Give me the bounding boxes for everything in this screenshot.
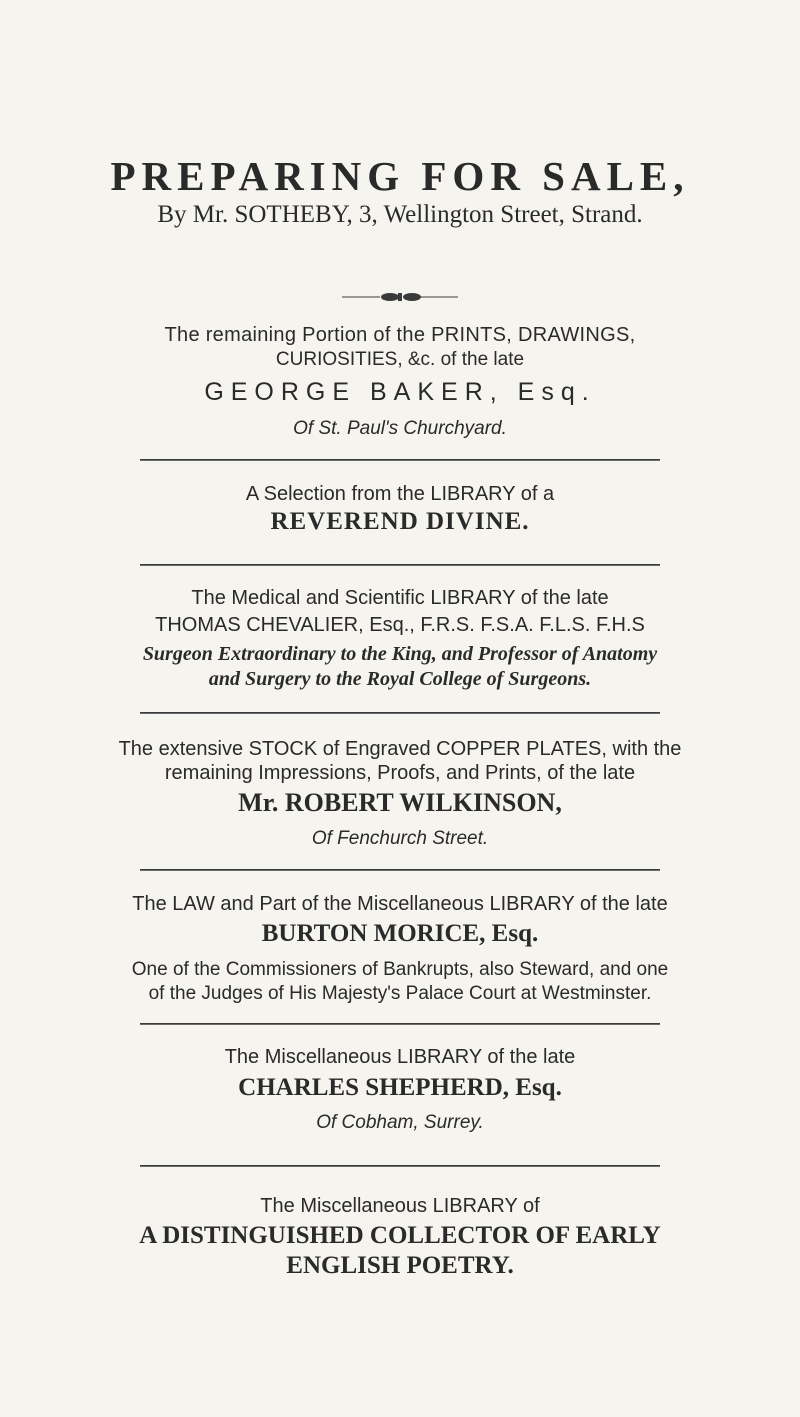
lot-4-line-2: remaining Impressions, Proofs, and Prints, of the late	[164, 762, 636, 784]
ornament-divider	[340, 290, 460, 304]
lot-3-name: THOMAS CHEVALIER, Esq., F.R.S. F.S.A. F.L.S. F.H.S	[155, 614, 645, 636]
divider-rule	[140, 712, 660, 714]
lot-5-desc-1: One of the Commissioners of Bankrupts, also Steward, and one	[131, 959, 669, 980]
lot-3-desc-1: Surgeon Extraordinary to the King, and Professor of Anatomy	[142, 643, 658, 665]
divider-rule	[140, 1165, 660, 1167]
lot-4-name: Mr. ROBERT WILKINSON,	[238, 788, 562, 817]
lot-5-desc-2: of the Judges of His Majesty's Palace Court at Westminster.	[148, 983, 652, 1004]
lot-5-name: BURTON MORICE, Esq.	[261, 920, 539, 947]
lot-1-line-2: CURIOSITIES, &c. of the late	[275, 349, 525, 370]
lot-7-name-line-2: ENGLISH POETRY.	[286, 1252, 514, 1279]
lot-2-line-1: A Selection from the LIBRARY of a	[245, 483, 555, 505]
auctioneer-line: By Mr. SOTHEBY, 3, Wellington Street, Strand.	[157, 201, 643, 228]
lot-6-place: Of Cobham, Surrey.	[316, 1112, 484, 1133]
lot-7-name: A DISTINGUISHED COLLECTOR OF EARLY	[139, 1222, 661, 1249]
lot-3-desc-2: and Surgery to the Royal College of Surgeons.	[208, 668, 592, 690]
lot-1-line-1: The remaining Portion of the PRINTS, DRAWINGS,	[164, 324, 636, 346]
divider-rule	[140, 869, 660, 871]
lot-6-line-1: The Miscellaneous LIBRARY of the late	[224, 1046, 576, 1068]
lot-2-name: REVEREND DIVINE.	[270, 508, 530, 535]
lot-6-name: CHARLES SHEPHERD, Esq.	[238, 1074, 562, 1101]
lot-1-place: Of St. Paul's Churchyard.	[293, 418, 507, 439]
lot-3-line-1: The Medical and Scientific LIBRARY of the late	[191, 587, 609, 609]
lot-7-line-1: The Miscellaneous LIBRARY of	[260, 1195, 540, 1217]
divider-rule	[140, 459, 660, 461]
page-title: PREPARING FOR SALE,	[110, 153, 690, 199]
divider-rule	[140, 1023, 660, 1025]
lot-4-line-1: The extensive STOCK of Engraved COPPER PLATES, with the	[118, 738, 682, 760]
divider-rule	[140, 564, 660, 566]
lot-4-place: Of Fenchurch Street.	[311, 828, 489, 849]
lot-1-name: GEORGE BAKER, Esq.	[204, 378, 596, 406]
lot-5-line-1: The LAW and Part of the Miscellaneous LIBRARY of the late	[132, 893, 668, 915]
